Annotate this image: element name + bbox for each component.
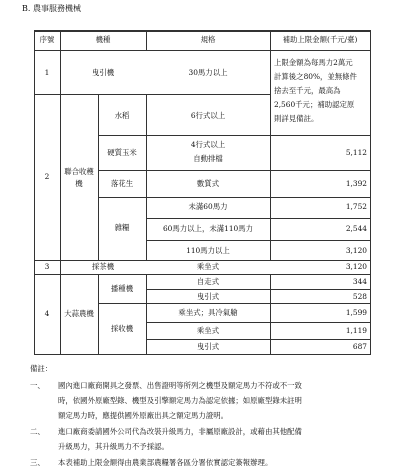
note-marker: 三、 [30, 458, 45, 467]
row-2-no: 2 [44, 172, 50, 181]
tractor-subsidy-note-line: 計算後之80%，並無條件 [274, 72, 357, 81]
row-1-spec: 30馬力以上 [188, 68, 228, 77]
row-4-subsidy-harvester-3: 687 [352, 342, 367, 351]
header-no: 序號 [39, 35, 55, 44]
row-3-machine: 採茶機 [91, 262, 115, 271]
row-2-subsidy-corn: 5,112 [345, 148, 367, 157]
row-3-subsidy: 3,120 [345, 262, 367, 271]
row-2-subsidy-grain-3: 3,120 [345, 246, 367, 255]
row-2-spec-peanut: 數質式 [196, 179, 220, 188]
row-1-no: 1 [44, 68, 50, 77]
row-2-spec-grain-1: 未滿60馬力 [188, 202, 228, 211]
row-2-sub-grain: 雜糧 [114, 223, 130, 232]
row-1-machine: 曳引機 [91, 68, 115, 77]
row-4-subsidy-seeder-1: 344 [352, 277, 367, 286]
row-2-sub-rice: 水稻 [114, 111, 130, 120]
note-line: 國內進口廠商開具之發票、出售證明等所列之機型及額定馬力不符或不一致 [58, 381, 302, 390]
note-line: 額定馬力時，應提供國外原廠出具之額定馬力證明。 [58, 411, 228, 420]
row-2-sub-corn: 硬質玉米 [107, 148, 137, 157]
row-2-spec-corn-2: 自動排檔 [193, 154, 223, 163]
row-4-spec-harvester-3: 曳引式 [196, 342, 220, 351]
header-spec: 規格 [200, 35, 216, 44]
header-subsidy: 補助上限金額(千元/臺) [282, 35, 358, 44]
note-marker: 一、 [30, 381, 45, 390]
row-2-subsidy-grain-1: 1,752 [345, 202, 367, 211]
row-3-no: 3 [44, 262, 50, 271]
row-2-sub-peanut: 落花生 [110, 179, 134, 188]
tractor-subsidy-note-line: 2,560千元；補助認定原 [274, 100, 355, 109]
header-machine: 機種 [95, 35, 111, 44]
row-2-machine: 聯合收穫機 [64, 167, 94, 188]
row-4-subsidy-seeder-2: 528 [352, 292, 367, 301]
row-4-spec-harvester-2: 乘坐式 [196, 326, 220, 335]
row-2-spec-grain-3: 110馬力以上 [186, 246, 230, 255]
note-line: 時，依國外原廠型錄、機型及引擎額定馬力為認定依據；如原廠型錄未註明 [58, 396, 302, 405]
section-title: B. 農事服務機械 [22, 4, 81, 13]
row-4-no: 4 [44, 309, 50, 318]
tractor-subsidy-note-line: 則詳見備註。 [274, 114, 319, 123]
row-4-spec-seeder-1: 自走式 [196, 277, 220, 286]
row-4-machine: 大蒜農機 [64, 309, 94, 318]
row-2-subsidy-grain-2: 2,544 [345, 224, 367, 233]
note-line: 升級馬力，其升級馬力不予採認。 [58, 442, 169, 451]
tractor-subsidy-note-line: 捨去至千元，最高為 [274, 86, 341, 95]
row-4-subsidy-harvester-2: 1,119 [345, 326, 367, 335]
row-2-spec-grain-2: 60馬力以上，未滿110馬力 [162, 224, 254, 233]
note-marker: 二、 [30, 427, 45, 436]
row-2-spec-rice: 6行式以上 [190, 111, 226, 120]
row-4-spec-harvester-1: 乘坐式；具冷氣艙 [178, 308, 238, 317]
note-line: 本表補助上限金額得由農業部農糧署各區分署依實認定簽報辦理。 [58, 458, 273, 467]
row-4-spec-seeder-2: 曳引式 [196, 292, 220, 301]
tractor-subsidy-note-line: 上限金額為每馬力2萬元 [274, 58, 353, 67]
row-4-subsidy-harvester-1: 1,599 [345, 308, 367, 317]
row-2-spec-corn-1: 4行式以上 [190, 140, 226, 149]
row-4-sub-harvester: 採收機 [110, 324, 134, 333]
row-4-sub-seeder: 播種機 [110, 284, 134, 293]
row-2-subsidy-peanut: 1,392 [345, 179, 367, 188]
note-line: 進口廠商委請國外公司代為改裝升級馬力，非屬原廠設計，或藉由其他配備 [58, 427, 302, 436]
row-3-spec: 乘坐式 [196, 262, 220, 271]
notes-title: 備註： [30, 364, 53, 373]
